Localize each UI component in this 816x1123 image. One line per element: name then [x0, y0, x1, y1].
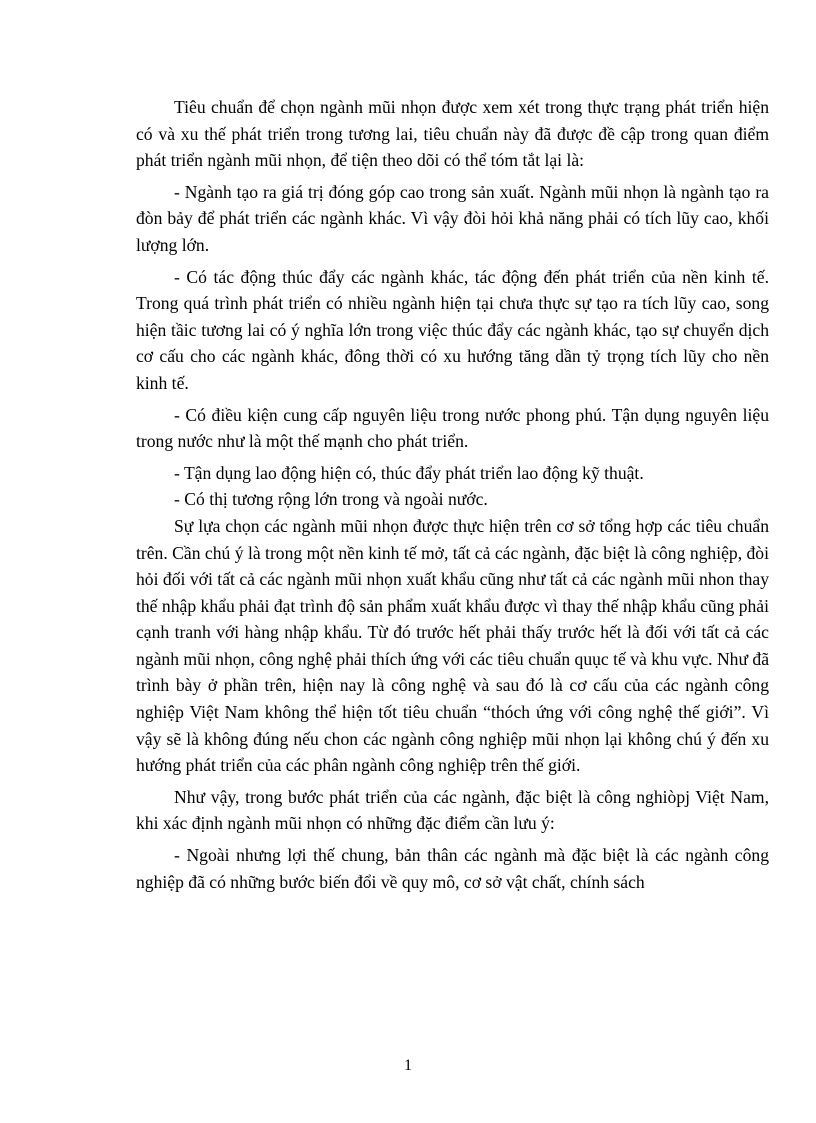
paragraph-intro: Tiêu chuẩn để chọn ngành mũi nhọn được xem xét trong thực trạng phát triển hiện có và xu thế phát triển trong tương lai, tiêu chuẩn này đã được đề cập trong quan điểm phát triển ngành mũi nhọn, để tiện theo dõi có thể tóm tắt lại là:	[136, 97, 769, 171]
paragraph-vietnam: Như vậy, trong bước phát triển của các ngành, đặc biệt là công nghiòpj Việt Nam, khi xác định ngành mũi nhọn có những đặc điểm cần lưu ý:	[136, 786, 769, 834]
paragraph-advantages: - Ngoài nhưng lợi thế chung, bản thân các ngành mà đặc biệt là các ngành công nghiệp đã có những bước biến đổi về quy mô, cơ sở vật chất, chính sách	[136, 845, 769, 892]
body-text	[136, 94, 769, 900]
paragraph-selection: Sự lựa chọn các ngành mũi nhọn được thực hiện trên cơ sở tổng hợp các tiêu chuẩn trên. Cần chú ý là trong một nền kinh tế mở, tất cả các ngành, đặc biệt là công nghiệp, đòi hỏi đối với tất cả các ngành mũi nhọn xuất khẩu cũng như tất cả các ngành mũi nhon thay thế nhập khẩu phải đạt trình độ sản phẩm xuất khẩu được vì thay thế nhập khẩu cũng phải cạnh tranh với hàng nhập khẩu. Từ đó trước hết phải thấy trước hết là đối với tất cả các ngành mũi nhọn, công nghệ phải thích ứng với các tiêu chuẩn quục tế và khu vực. Như đã trình bày ở phần trên, hiện nay là công nghệ và sau đó là cơ cấu của các ngành công nghiệp Việt Nam không thể hiện tốt tiêu chuẩn “thóch ứng với công nghệ thế giới”. Vì vậy sẽ là không đúng nếu chon các ngành công nghiệp mũi nhọn lại không chú ý đến xu hướng phát triển của các phân ngành công nghiệp trên thế giới.	[136, 515, 770, 776]
paragraph-criterion-market: - Có thị tương rộng lớn trong và ngoài nước.	[174, 489, 488, 510]
page-number: 1	[404, 1057, 412, 1074]
paragraph-criterion-value: - Ngành tạo ra giá trị đóng góp cao trong sản xuất. Ngành mũi nhọn là ngành tạo ra đòn bảy để phát triển các ngành khác. Vì vậy đòi hỏi khả năng phải có tích lũy cao, khối lượng lớn.	[136, 181, 769, 255]
paragraph-criterion-impact: - Có tác động thúc đẩy các ngành khác, tác động đến phát triển của nền kinh tế. Trong quá trình phát triển có nhiều ngành hiện tại chưa thực sự tạo ra tích lũy cao, song hiện tầic tương lai có ý nghĩa lớn trong việc thúc đẩy các ngành khác, tạo sự chuyển dịch cơ cấu cho các ngành khác, đông thời có xu hướng tăng dần tỷ trọng tích lũy cho nền kinh tế.	[136, 266, 769, 393]
paragraph-criterion-materials: - Có điều kiện cung cấp nguyên liệu trong nước phong phú. Tận dụng nguyên liệu trong nước như là một thế mạnh cho phát triển.	[136, 404, 769, 452]
paragraph-criterion-labor: - Tận dụng lao động hiện có, thúc đẩy phát triển lao động kỹ thuật.	[174, 462, 644, 483]
